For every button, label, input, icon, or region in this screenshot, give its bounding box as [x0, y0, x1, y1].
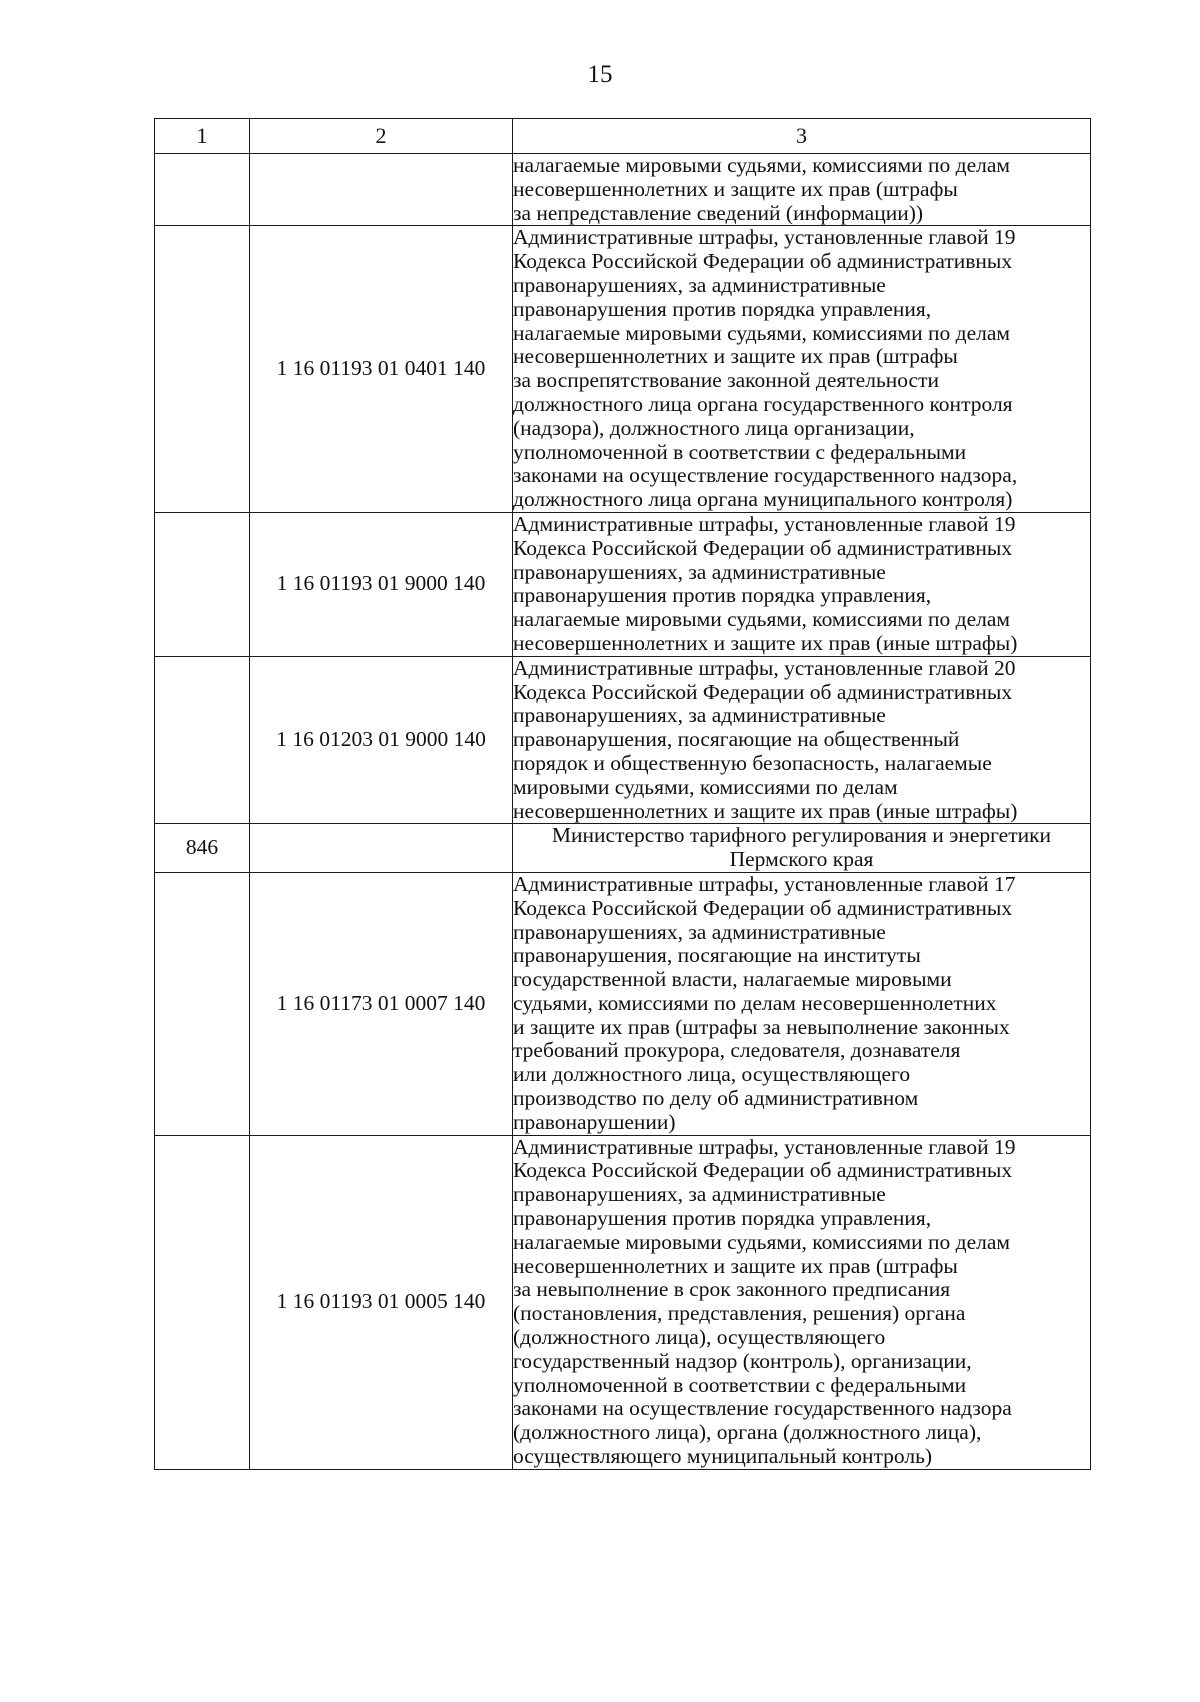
description-line: налагаемые мировыми судьями, комиссиями по делам: [513, 1229, 1010, 1254]
description-cell: [513, 872, 1091, 1135]
description-line: должностного лица органа государственного контроля: [513, 391, 1013, 416]
description-line: налагаемые мировыми судьями, комиссиями по делам: [513, 607, 1010, 632]
income-code-cell: 1 16 01173 01 0007 140: [250, 872, 513, 1135]
description-cell: [513, 1135, 1091, 1469]
description-line: правонарушениях, за административные: [513, 919, 886, 944]
income-code-cell: [250, 824, 513, 873]
description-line: Кодекса Российской Федерации об административных: [513, 895, 1013, 920]
description-line: и защите их прав (штрафы за невыполнение законных: [513, 1014, 1010, 1039]
description-line: должностного лица органа муниципального контроля): [513, 487, 1013, 512]
table-row: [155, 226, 1091, 513]
description-line: (надзора), должностного лица организации,: [513, 415, 915, 440]
description-line: требований прокурора, следователя, дознавателя: [513, 1038, 961, 1063]
admin-code-cell: [155, 656, 250, 824]
description-line: судьями, комиссиями по делам несовершеннолетних: [513, 990, 997, 1015]
admin-code-cell: [155, 226, 250, 513]
description-line: Кодекса Российской Федерации об административных: [513, 535, 1013, 560]
description-line: производство по делу об административном: [513, 1086, 919, 1111]
income-code-cell: 1 16 01193 01 0401 140: [250, 226, 513, 513]
table-row: [155, 512, 1091, 656]
description-line: несовершеннолетних и защите их прав (штрафы: [513, 344, 958, 369]
description-cell: [513, 226, 1091, 513]
header-col-1: 1: [155, 119, 250, 154]
description-line: (должностного лица), осуществляющего: [513, 1325, 886, 1350]
description-line: законами на осуществление государственного надзора,: [513, 463, 1018, 488]
table-row: [155, 824, 1091, 873]
description-line: осуществляющего муниципальный контроль): [513, 1444, 933, 1469]
description-line: порядок и общественную безопасность, налагаемые: [513, 750, 992, 775]
description-line: (постановления, представления, решения) органа: [513, 1301, 966, 1326]
description-line: Пермского края: [729, 847, 874, 872]
income-code-cell: [250, 154, 513, 226]
description-cell: [513, 824, 1091, 873]
description-line: несовершеннолетних и защите их прав (иные штрафы): [513, 630, 1018, 655]
table-row: [155, 154, 1091, 226]
description-line: Административные штрафы, установленные главой 19: [513, 225, 1016, 250]
description-line: правонарушения, посягающие на институты: [513, 943, 921, 968]
description-line: правонарушении): [513, 1109, 676, 1134]
description-line: Административные штрафы, установленные главой 19: [513, 1134, 1016, 1159]
description-line: правонарушения против порядка управления,: [513, 583, 932, 608]
table-row: [155, 656, 1091, 824]
description-line: правонарушениях, за административные: [513, 559, 886, 584]
description-line: за воспрепятствование законной деятельности: [513, 368, 939, 393]
description-line: Кодекса Российской Федерации об административных: [513, 249, 1013, 274]
description-line: уполномоченной в соответствии с федеральными: [513, 439, 967, 464]
description-cell: [513, 154, 1091, 226]
income-code-cell: 1 16 01203 01 9000 140: [250, 656, 513, 824]
description-line: правонарушениях, за административные: [513, 272, 886, 297]
description-line: законами на осуществление государственного надзора: [513, 1396, 1012, 1421]
table-row: [155, 872, 1091, 1135]
description-line: мировыми судьями, комиссиями по делам: [513, 774, 898, 799]
admin-code-cell: [155, 872, 250, 1135]
description-line: или должностного лица, осуществляющего: [513, 1062, 911, 1087]
admin-code-cell: 846: [155, 824, 250, 873]
description-cell: [513, 512, 1091, 656]
description-line: за невыполнение в срок законного предписания: [513, 1277, 951, 1302]
description-line: правонарушения против порядка управления,: [513, 1206, 932, 1231]
description-line: уполномоченной в соответствии с федеральными: [513, 1372, 967, 1397]
table-header-row: [155, 119, 1091, 154]
description-line: правонарушения, посягающие на общественный: [513, 727, 960, 752]
page-number: 15: [587, 61, 613, 88]
description-line: Административные штрафы, установленные главой 17: [513, 871, 1016, 896]
table-body: [155, 119, 1091, 1470]
description-cell: [513, 656, 1091, 824]
description-line: (должностного лица), органа (должностного лица),: [513, 1420, 982, 1445]
description-line: государственной власти, налагаемые мировыми: [513, 967, 952, 992]
description-line: за непредставление сведений (информации)): [513, 200, 924, 225]
description-line: правонарушения против порядка управления,: [513, 296, 932, 321]
description-line: налагаемые мировыми судьями, комиссиями по делам: [513, 320, 1010, 345]
header-col-2: 2: [250, 119, 513, 154]
description-line: государственный надзор (контроль), организации,: [513, 1348, 972, 1373]
classification-table: [154, 118, 1091, 1470]
table-row: [155, 1135, 1091, 1469]
description-line: правонарушениях, за административные: [513, 1182, 886, 1207]
description-line: несовершеннолетних и защите их прав (штрафы: [513, 176, 958, 201]
admin-code-cell: [155, 1135, 250, 1469]
description-line: несовершеннолетних и защите их прав (штрафы: [513, 1253, 958, 1278]
description-line: Кодекса Российской Федерации об административных: [513, 1158, 1013, 1183]
admin-code-cell: [155, 154, 250, 226]
description-line: Кодекса Российской Федерации об административных: [513, 679, 1013, 704]
income-code-cell: 1 16 01193 01 0005 140: [250, 1135, 513, 1469]
description-line: несовершеннолетних и защите их прав (иные штрафы): [513, 798, 1018, 823]
description-line: Административные штрафы, установленные главой 19: [513, 511, 1016, 536]
description-line: Министерство тарифного регулирования и энергетики: [551, 823, 1052, 848]
admin-code-cell: [155, 512, 250, 656]
description-line: налагаемые мировыми судьями, комиссиями по делам: [513, 153, 1010, 177]
income-code-cell: 1 16 01193 01 9000 140: [250, 512, 513, 656]
description-line: Административные штрафы, установленные главой 20: [513, 655, 1016, 680]
header-col-3: 3: [513, 119, 1091, 154]
description-line: правонарушениях, за административные: [513, 703, 886, 728]
